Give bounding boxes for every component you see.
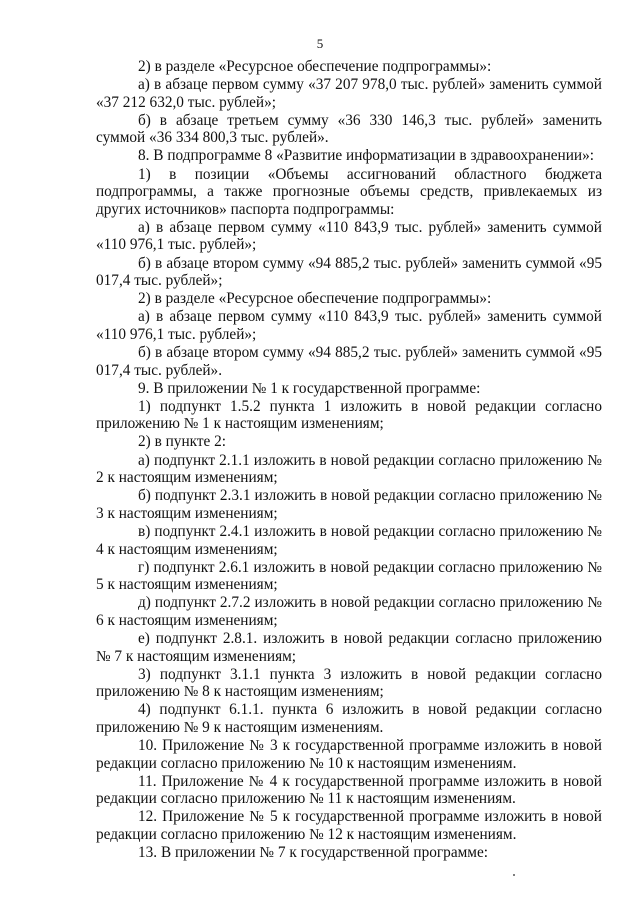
paragraph: б) в абзаце третьем сумму «36 330 146,3 тыс. рублей» заменить суммой «36 334 800,3 тыс. рублей». [96,111,602,147]
paragraph: в) подпункт 2.4.1 изложить в новой редакции согласно приложению № 4 к настоящим изменениям; [96,522,602,558]
page-number: 5 [316,36,324,51]
paragraph: 8. В подпрограмме 8 «Развитие информатизации в здравоохранении»: [138,147,595,165]
paragraph: а) в абзаце первом сумму «37 207 978,0 тыс. рублей» заменить суммой «37 212 632,0 тыс. рублей»; [96,76,602,111]
paragraph: г) подпункт 2.6.1 изложить в новой редакции согласно приложению № 5 к настоящим изменениям; [96,558,602,594]
paragraph: а) подпункт 2.1.1 изложить в новой редакции согласно приложению № 2 к настоящим изменениям; [96,451,602,487]
paragraph: 2) в пункте 2: [138,433,227,451]
scan-speck [513,874,515,876]
paragraph: е) подпункт 2.8.1. изложить в новой редакции согласно приложению № 7 к настоящим изменениям; [96,630,602,665]
paragraph: 4) подпункт 6.1.1. пункта 6 изложить в новой редакции согласно приложению № 9 к настоящим изменениям. [96,701,602,736]
paragraph: 2) в разделе «Ресурсное обеспечение подпрограммы»: [138,58,492,75]
paragraph: а) в абзаце первом сумму «110 843,9 тыс. рублей» заменить суммой «110 976,1 тыс. рублей»; [96,308,602,343]
paragraph: б) подпункт 2.3.1 изложить в новой редакции согласно приложению № 3 к настоящим изменениям; [96,487,602,522]
paragraph: 1) в позиции «Объемы ассигнований областного бюджета подпрограммы, а также прогнозные объемы средств, привлекаемых из других источников» паспорта подпрограммы: [96,165,602,218]
paragraph: д) подпункт 2.7.2 изложить в новой редакции согласно приложению № 6 к настоящим изменениям; [96,594,602,629]
paragraph: 10. Приложение № 3 к государственной программе изложить в новой редакции согласно приложению № 10 к настоящим изменениям. [96,737,602,772]
paragraph: б) в абзаце втором сумму «94 885,2 тыс. рублей» заменить суммой «95 017,4 тыс. рублей». [96,344,602,379]
paragraph: б) в абзаце втором сумму «94 885,2 тыс. рублей» заменить суммой «95 017,4 тыс. рублей»; [96,254,602,290]
paragraph: а) в абзаце первом сумму «110 843,9 тыс. рублей» заменить суммой «110 976,1 тыс. рублей»; [96,218,602,254]
paragraph: 3) подпункт 3.1.1 пункта 3 изложить в новой редакции согласно приложению № 8 к настоящим изменениям; [96,665,602,701]
paragraph: 12. Приложение № 5 к государственной программе изложить в новой редакции согласно приложению № 12 к настоящим изменениям. [96,808,602,844]
paragraph: 2) в разделе «Ресурсное обеспечение подпрограммы»: [138,290,492,308]
paragraph: 11. Приложение № 4 к государственной программе изложить в новой редакции согласно приложению № 11 к настоящим изменениям. [96,772,602,808]
paragraph: 13. В приложении № 7 к государственной программе: [138,844,489,862]
document-body [96,58,602,862]
paragraph: 1) подпункт 1.5.2 пункта 1 изложить в новой редакции согласно приложению № 1 к настоящим изменениям; [96,397,602,433]
paragraph: 9. В приложении № 1 к государственной программе: [138,379,481,397]
